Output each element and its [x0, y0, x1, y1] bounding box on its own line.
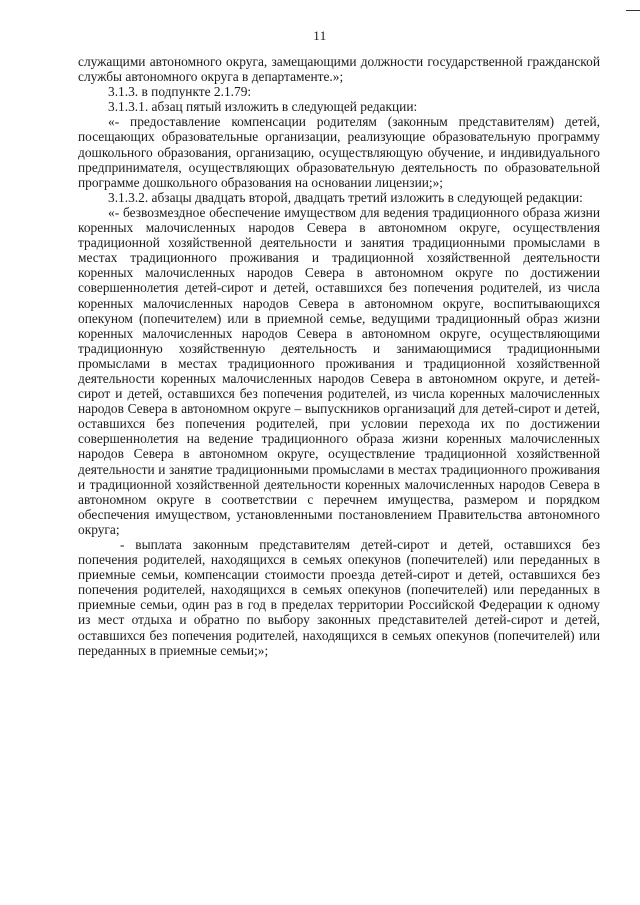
- paragraph-3-1-3-2: 3.1.3.2. абзацы двадцать второй, двадцать третий изложить в следующей редакции:: [108, 189, 583, 205]
- corner-mark: [626, 10, 640, 11]
- paragraph-3-1-3-1: 3.1.3.1. абзац пятый изложить в следующей редакции:: [108, 99, 418, 115]
- paragraph-quote-property: «- безвозмездное обеспечение имуществом для ведения традиционного образа жизни коренных малочисленных народов Севера в автономном округе, осуществления традиционной хозяйственной деятельности и занятия традиционными промыслами в местах традиционного проживания и традиционной хозяйственной деятельности коренных малочисленных народов Севера в автономном округе по достижении совершеннолетия детей-сирот и детей, оставшихся без попечения родителей, из числа коренных малочисленных народов Севера в автономном округе, воспитывающихся опекуном (попечителем) или в приемной семье, ведущими традиционный образ жизни коренных малочисленных народов Севера в автономном округе, осуществляющими традиционную хозяйственную деятельность и занимающимися традиционными промыслами в местах традиционного проживания и традиционной хозяйственной деятельности коренных малочисленных народов Севера в автономном округе, и детей-сирот и детей, оставшихся без попечения родителей, из числа коренных малочисленных народов Севера в автономном округе – выпускников организаций для детей-сирот и детей, оставшихся без попечения родителей, при условии перехода их по достижении совершеннолетия на ведение традиционного образа жизни коренных малочисленных народов Севера в автономном округе, осуществление традиционной хозяйственной деятельности и занятие традиционными промыслами в местах традиционного проживания и традиционной хозяйственной деятельности коренных малочисленных народов Севера в автономном округе в соответствии с перечнем имущества, размером и порядком обеспечения имуществом, установленными постановлением Правительства автономного округа;: [78, 204, 600, 537]
- paragraph-3-1-3: 3.1.3. в подпункте 2.1.79:: [108, 84, 252, 100]
- paragraph-travel-compensation: - выплата законным представителям детей-сирот и детей, оставшихся без попечения родителей, находящихся в семьях опекунов (попечителей) или переданных в приемные семьи, компенсации стоимости проезда детей-сирот и детей, оставшихся без попечения родителей, находящихся в семьях опекунов (попечителей) или переданных в приемные семьи, один раз в год в пределах территории Российской Федерации к одному из мест отдыха и обратно по выбору законных представителей детей-сирот и детей, оставшихся без попечения родителей, находящихся в семьях опекунов (попечителей) или переданных в приемные семьи;»;: [78, 537, 600, 658]
- paragraph-continuation: служащими автономного округа, замещающими должности государственной гражданской службы автономного округа в департаменте.»;: [78, 54, 600, 85]
- page-number: 11: [313, 28, 327, 43]
- document-body: [78, 54, 600, 658]
- paragraph-quote-compensation: «- предоставление компенсации родителям (законным представителям) детей, посещающих образовательные организации, реализующие образовательную программу дошкольного образования, организацию, осуществляющую обучение, и индивидуального предпринимателя, осуществляющих образовательную деятельность по образовательной программе дошкольного образования на основании лицензии;»;: [78, 114, 600, 190]
